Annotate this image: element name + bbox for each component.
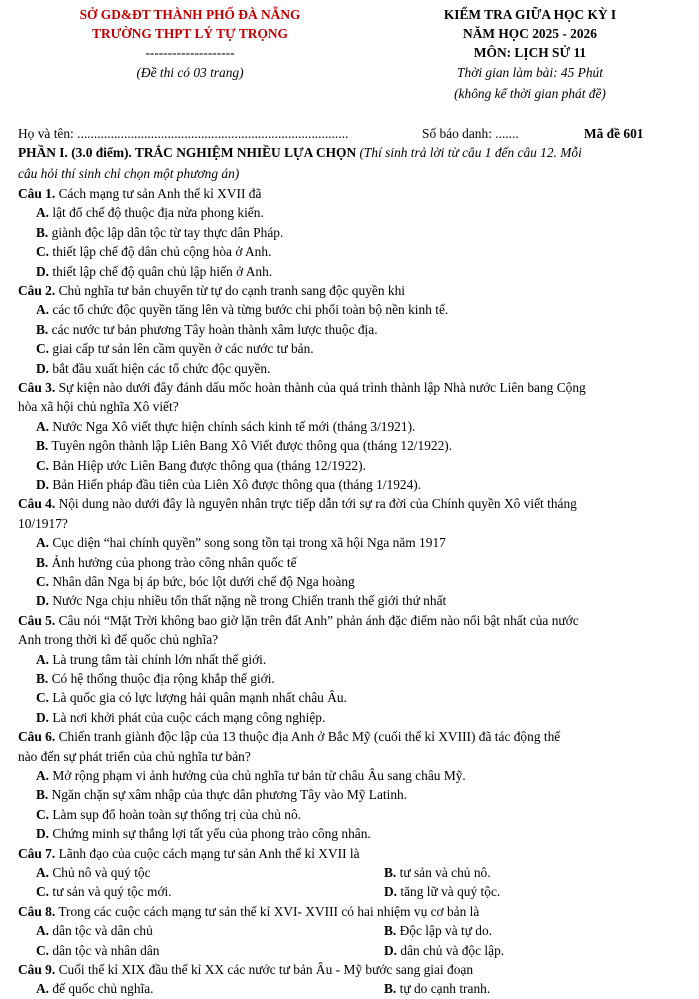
answer-option[interactable]: [36, 322, 378, 338]
option-letter: D.: [36, 593, 50, 609]
question-text: Chủ nghĩa tư bản chuyển từ tự do cạnh tranh sang độc quyền khi: [55, 283, 405, 298]
option-letter: A.: [36, 302, 50, 318]
answer-option[interactable]: [36, 652, 266, 668]
question-stem: [18, 962, 473, 978]
option-letter: C.: [36, 457, 50, 473]
part1-instruction: (Thí sinh trả lời từ câu 1 đến câu 12. Mỗi: [356, 145, 582, 160]
option-letter: D.: [36, 360, 50, 376]
option-letter: B.: [36, 438, 49, 454]
option-text: giành độc lập dân tộc từ tay thực dân Pháp.: [48, 224, 284, 240]
option-text: dân tộc và dân chủ: [49, 923, 153, 939]
option-letter: C.: [36, 884, 50, 900]
question-stem: [18, 283, 405, 299]
option-letter: D.: [36, 263, 50, 279]
option-text: Ảnh hưởng của phong trào công nhân quốc tế: [48, 554, 297, 570]
answer-option[interactable]: [36, 361, 270, 377]
option-text: Chủ nô và quý tộc: [49, 865, 151, 880]
option-text: Làm sụp đổ hoàn toàn sự thống trị của chủ nô.: [49, 806, 301, 822]
school-year: NĂM HỌC 2025 - 2026: [463, 26, 597, 41]
option-text: tăng lữ và quý tộc.: [397, 884, 501, 900]
option-letter: A.: [36, 768, 50, 783]
option-letter: D.: [36, 826, 50, 842]
option-text: Bản Hiến pháp đầu tiên của Liên Xô được thông qua (tháng 1/1924).: [49, 477, 422, 492]
option-text: đế quốc chủ nghĩa.: [49, 981, 154, 997]
answer-option[interactable]: [36, 555, 297, 571]
option-text: dân chủ và độc lập.: [397, 942, 505, 958]
option-text: Nước Nga Xô viết thực hiện chính sách kinh tế mới (tháng 3/1921).: [49, 418, 416, 434]
question-text: Nội dung nào dưới đây là nguyên nhân trực tiếp dẫn tới sự ra đời của Chính quyền Xô viết tháng: [55, 496, 577, 512]
option-letter: A.: [36, 535, 50, 551]
pages-note: (Đề thi có 03 trang): [136, 65, 244, 80]
question-text: hòa xã hội chủ nghĩa Xô viết?: [18, 399, 179, 415]
question-stem: [18, 380, 586, 396]
answer-option[interactable]: [36, 807, 301, 823]
answer-option[interactable]: [36, 826, 371, 842]
department-name: SỞ GD&ĐT THÀNH PHỐ ĐÀ NẴNG: [79, 7, 301, 22]
question-number: Câu 8.: [18, 903, 56, 919]
question-text: Cách mạng tư sản Anh thế kỉ XVII đã: [55, 186, 262, 201]
option-letter: C.: [36, 690, 50, 706]
student-name-field[interactable]: Họ và tên: .................................................................................: [18, 126, 349, 141]
answer-option[interactable]: [36, 458, 366, 474]
option-text: lật đổ chế độ thuộc địa nửa phong kiến.: [49, 205, 264, 221]
option-text: Chứng minh sự thắng lợi tất yếu của phong trào công nhân.: [49, 826, 371, 842]
answer-option[interactable]: [36, 244, 271, 260]
question-stem: [18, 496, 577, 512]
answer-option[interactable]: [384, 923, 492, 939]
option-letter: C.: [36, 942, 50, 958]
option-letter: B.: [36, 224, 49, 240]
option-text: tư sản và quý tộc mới.: [49, 884, 172, 900]
option-letter: B.: [384, 923, 397, 939]
answer-option[interactable]: [384, 865, 491, 881]
question-number: Câu 1.: [18, 186, 56, 201]
option-text: Cục diện “hai chính quyền” song song tồn tại trong xã hội Nga năm 1917: [49, 535, 446, 551]
answer-option[interactable]: [36, 438, 452, 454]
option-text: tự do cạnh tranh.: [396, 981, 491, 997]
question-number: Câu 9.: [18, 962, 56, 977]
answer-option[interactable]: [36, 671, 275, 687]
answer-option[interactable]: [384, 884, 500, 900]
question-number: Câu 2.: [18, 283, 56, 298]
question-text: Lãnh đạo của cuộc cách mạng tư sản Anh thế kỉ XVII là: [55, 845, 360, 861]
option-letter: A.: [36, 923, 50, 939]
option-text: giai cấp tư sản lên cầm quyền ở các nước tư bản.: [49, 341, 314, 357]
question-text: Câu nói “Mặt Trời không bao giờ lặn trên đất Anh” phản ánh đặc điểm nào nổi bật nhất của nước: [55, 612, 579, 628]
answer-option[interactable]: [36, 302, 448, 318]
question-stem: [18, 729, 560, 745]
answer-option[interactable]: [384, 981, 490, 997]
answer-option[interactable]: [36, 768, 466, 784]
option-letter: B.: [384, 865, 397, 880]
question-number: Câu 7.: [18, 845, 56, 861]
part1-instruction-cont: câu hỏi thí sinh chỉ chọn một phương án): [18, 166, 240, 181]
option-text: các nước tư bản phương Tây hoàn thành xâm lược thuộc địa.: [48, 321, 378, 337]
school-name: TRƯỜNG THPT LÝ TỰ TRỌNG: [92, 26, 288, 41]
option-letter: B.: [384, 981, 397, 997]
question-text: Sự kiện nào dưới đây đánh dấu mốc hoàn thành của quá trình thành lập Nhà nước Liên bang Cộng: [55, 380, 586, 395]
option-letter: B.: [36, 554, 49, 570]
option-text: Ngăn chặn sự xâm nhập của thực dân phương Tây vào Mỹ Latinh.: [48, 787, 408, 803]
exam-code: Mã đề 601: [584, 126, 644, 141]
question-text: Trong các cuộc cách mạng tư sản thế kỉ XVI- XVIII có hai nhiệm vụ cơ bản là: [55, 903, 480, 919]
option-text: Nước Nga chịu nhiều tổn thất nặng nề trong Chiến tranh thế giới thứ nhất: [49, 593, 447, 609]
question-number: Câu 3.: [18, 380, 56, 395]
option-letter: B.: [36, 671, 49, 686]
option-letter: C.: [36, 574, 50, 589]
answer-option[interactable]: [36, 690, 347, 706]
question-text: Chiến tranh giành độc lập của 13 thuộc địa Anh ở Bắc Mỹ (cuối thế kỉ XVIII) đã tác động thế: [55, 729, 561, 745]
answer-option[interactable]: [36, 943, 159, 959]
answer-option[interactable]: [36, 710, 325, 726]
question-stem-cont: [18, 749, 251, 765]
exam-title: KIỂM TRA GIỮA HỌC KỲ I: [443, 7, 617, 22]
question-stem: [18, 613, 579, 629]
subject: MÔN: LỊCH SỬ 11: [473, 45, 587, 60]
answer-option[interactable]: [36, 264, 272, 280]
option-text: Là trung tâm tài chính lớn nhất thế giới.: [49, 651, 267, 667]
question-number: Câu 5.: [18, 612, 56, 628]
answer-option[interactable]: [36, 477, 421, 493]
answer-option[interactable]: [384, 943, 504, 959]
option-letter: D.: [36, 477, 50, 492]
option-text: bắt đầu xuất hiện các tổ chức độc quyền.: [49, 360, 271, 376]
exam-time: Thời gian làm bài: 45 Phút: [457, 65, 603, 80]
question-number: Câu 4.: [18, 496, 56, 512]
part1-title: PHẦN I. (3.0 điểm). TRẮC NGHIỆM NHIỀU LỰA CHỌN: [18, 145, 357, 160]
answer-option[interactable]: [36, 574, 355, 590]
option-letter: C.: [36, 244, 50, 260]
question-text: Cuối thế kỉ XIX đầu thế kỉ XX các nước tư bản Âu - Mỹ bước sang giai đoạn: [55, 962, 474, 977]
question-text: 10/1917?: [18, 515, 68, 531]
option-letter: A.: [36, 981, 50, 997]
answer-option[interactable]: [36, 341, 314, 357]
option-text: tư sản và chủ nô.: [396, 865, 491, 880]
question-stem-cont: [18, 516, 68, 532]
answer-option[interactable]: [36, 865, 151, 881]
question-number: Câu 6.: [18, 729, 56, 745]
question-stem-cont: [18, 399, 179, 415]
option-text: dân tộc và nhân dân: [49, 942, 160, 958]
option-text: Tuyên ngôn thành lập Liên Bang Xô Viết được thông qua (tháng 12/1922).: [48, 438, 453, 454]
option-letter: D.: [36, 709, 50, 725]
header-dashes: --------------------: [145, 45, 235, 60]
option-text: Nhân dân Nga bị áp bức, bóc lột dưới chế độ Nga hoàng: [49, 574, 355, 589]
option-letter: B.: [36, 321, 49, 337]
answer-option[interactable]: [36, 593, 446, 609]
question-stem-cont: [18, 632, 218, 648]
option-letter: A.: [36, 651, 50, 667]
answer-option[interactable]: [36, 419, 415, 435]
option-letter: D.: [384, 884, 398, 900]
question-text: nào đến sự phát triển của chủ nghĩa tư bản?: [18, 748, 251, 764]
student-id-field[interactable]: Số báo danh: .......: [422, 126, 519, 141]
option-text: các tổ chức độc quyền tăng lên và từng bước chi phối toàn bộ nền kinh tế.: [49, 302, 449, 318]
option-letter: C.: [36, 341, 50, 357]
option-letter: C.: [36, 806, 50, 822]
option-text: Là nơi khởi phát của cuộc cách mạng công nghiệp.: [49, 709, 326, 725]
option-text: thiết lập chế độ dân chủ cộng hòa ở Anh.: [49, 244, 272, 260]
answer-option[interactable]: [36, 981, 154, 997]
answer-option[interactable]: [36, 535, 446, 551]
exam-time-note: (không kể thời gian phát đề): [454, 86, 606, 101]
option-letter: A.: [36, 205, 50, 221]
question-stem: [18, 846, 360, 862]
part1-title-line: [18, 145, 582, 161]
answer-option[interactable]: [36, 884, 172, 900]
option-letter: B.: [36, 787, 49, 803]
question-stem: [18, 186, 261, 202]
option-text: Bản Hiệp ước Liên Bang được thông qua (tháng 12/1922).: [49, 457, 366, 473]
option-text: Có hệ thống thuộc địa rộng khắp thế giới.: [48, 671, 275, 686]
option-text: Là quốc gia có lực lượng hải quân mạnh nhất châu Âu.: [49, 690, 347, 706]
answer-option[interactable]: [36, 205, 264, 221]
option-text: Mở rộng phạm vi ảnh hưởng của chủ nghĩa tư bản từ châu Âu sang châu Mỹ.: [49, 768, 466, 783]
option-letter: D.: [384, 942, 398, 958]
question-stem: [18, 904, 479, 920]
answer-option[interactable]: [36, 923, 153, 939]
answer-option[interactable]: [36, 787, 407, 803]
answer-option[interactable]: [36, 225, 283, 241]
question-text: Anh trong thời kì đế quốc chủ nghĩa?: [18, 632, 219, 648]
option-letter: A.: [36, 865, 50, 880]
option-text: Độc lập và tự do.: [396, 923, 493, 939]
option-letter: A.: [36, 418, 50, 434]
option-text: thiết lập chế độ quân chủ lập hiến ở Anh.: [49, 263, 273, 279]
